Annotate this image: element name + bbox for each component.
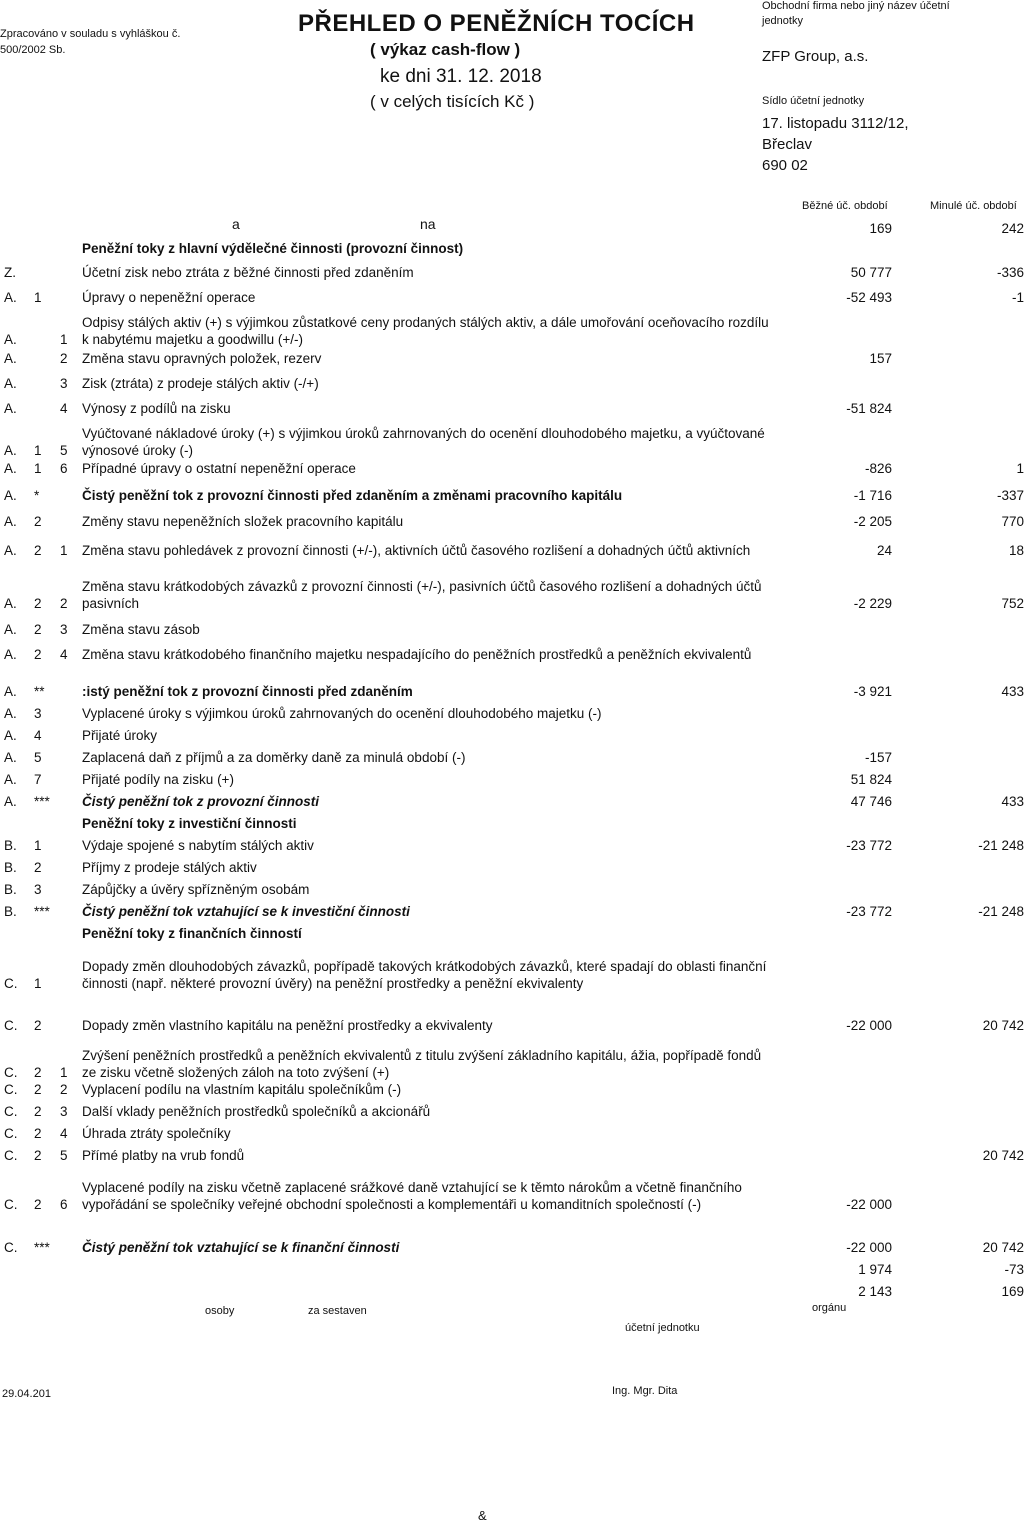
row-subline-code: 3 — [60, 376, 68, 391]
row-description: Úpravy o nepeněžní operace — [82, 290, 256, 305]
row-current-value: -22 000 — [846, 1018, 892, 1033]
row-line-code: 2 — [34, 622, 42, 637]
row-line-code: 2 — [34, 514, 42, 529]
row-section-code: C. — [4, 1018, 18, 1033]
row-section-code: A. — [4, 684, 17, 699]
row-description: Zvýšení peněžních prostředků a peněžních ekvivalentů z titulu zvýšení základního kapitálu, ážia, popřípadě fondů ze zisku včetně složených záloh na toto zvýšení (+) — [82, 1048, 762, 1080]
row-description: Zápůjčky a úvěry spřízněným osobám — [82, 882, 310, 897]
address-line-2: Břeclav — [762, 136, 813, 153]
legal-note-line-2: 500/2002 Sb. — [0, 44, 66, 56]
row-description: :istý peněžní tok z provozní činnosti před zdaněním — [82, 684, 413, 699]
row-current-value: 1 974 — [858, 1262, 892, 1277]
row-line-code: ** — [34, 684, 45, 699]
column-header-previous: Minulé úč. období — [930, 200, 1017, 212]
row-previous-value: 433 — [1001, 684, 1024, 699]
row-previous-value: 1 — [1016, 461, 1024, 476]
row-line-code: *** — [34, 904, 50, 919]
row-description: Čistý peněžní tok vztahující se k investiční činnosti — [82, 904, 410, 919]
row-line-code: 2 — [34, 596, 42, 611]
row-line-code: 4 — [34, 728, 42, 743]
row-line-code: 2 — [34, 1104, 42, 1119]
row-description: Vyplacené podíly na zisku včetně zaplacené srážkové daně vztahující se k těmto nárokům a včetně finančního vypořádání se společníky veřejné obchodní společnosti a komplementáři u komanditních společností (-) — [82, 1180, 742, 1212]
row-current-value: -52 493 — [846, 290, 892, 305]
row-section-code: A. — [4, 290, 17, 305]
row-section-code: A. — [4, 728, 17, 743]
row-current-value: -2 229 — [853, 596, 892, 611]
row-section-code: B. — [4, 882, 17, 897]
footer-date: 29.04.201 — [2, 1388, 51, 1400]
row-description: Změna stavu opravných položek, rezerv — [82, 351, 322, 366]
row-line-code: 3 — [34, 706, 42, 721]
row-line-code: 1 — [34, 838, 42, 853]
row-section-code: A. — [4, 514, 17, 529]
legal-note-line-1: Zpracováno v souladu s vyhláškou č. — [0, 28, 181, 40]
row-description: Změna stavu zásob — [82, 622, 200, 637]
row-description: Peněžní toky z investiční činnosti — [82, 816, 297, 831]
row-previous-value: 20 742 — [982, 1018, 1024, 1033]
row-description: Peněžní toky z finančních činností — [82, 926, 302, 941]
row-description: Účetní zisk nebo ztráta z běžné činnosti před zdaněním — [82, 265, 414, 280]
row-line-code: 2 — [34, 860, 42, 875]
row-description: Zaplacená daň z příjmů a za doměrky daně za minulá období (-) — [82, 750, 466, 765]
row-section-code: A. — [4, 794, 17, 809]
row-section-code: A. — [4, 376, 17, 391]
row-line-code: *** — [34, 794, 50, 809]
company-label-2: jednotky — [762, 15, 803, 27]
row-current-value: 24 — [876, 543, 892, 558]
row-description: Změna stavu pohledávek z provozní činnosti (+/-), aktivních účtů časového rozlišení a dohadných účtů aktivních — [82, 543, 751, 558]
row-current-value: 47 746 — [850, 794, 892, 809]
footer-organu: orgánu — [812, 1302, 847, 1314]
row-previous-value: 242 — [1001, 221, 1024, 236]
row-section-code: C. — [4, 1126, 18, 1141]
row-section-code: A. — [4, 488, 17, 503]
row-current-value: 2 143 — [858, 1284, 892, 1299]
row-section-code: B. — [4, 860, 17, 875]
row-previous-value: 433 — [1001, 794, 1024, 809]
row-current-value: -23 772 — [846, 838, 892, 853]
address-line-3: 690 02 — [762, 157, 808, 174]
row-subline-code: 5 — [60, 1148, 68, 1163]
row-subline-code: 4 — [60, 647, 68, 662]
row-section-code: A. — [4, 622, 17, 637]
row-subline-code: 1 — [60, 1065, 68, 1080]
row-section-code: A. — [4, 351, 17, 366]
row-line-code: 3 — [34, 882, 42, 897]
row-section-code: A. — [4, 543, 17, 558]
report-subtitle: ( výkaz cash-flow ) — [370, 40, 521, 59]
row-line-code: 1 — [34, 443, 42, 458]
row-line-code: 1 — [34, 290, 42, 305]
row-current-value: 157 — [869, 351, 892, 366]
row-subline-code: 2 — [60, 1082, 68, 1097]
row-previous-value: 752 — [1001, 596, 1024, 611]
row-section-code: B. — [4, 904, 17, 919]
column-label-na: na — [420, 216, 436, 232]
row-description: Dopady změn dlouhodobých závazků, popřípadě takových krátkodobých závazků, které spadají do oblasti finanční činnosti (např. některé provozní úvěry) na peněžní prostředky a peněžní ekvivalenty — [82, 959, 767, 991]
row-line-code: 2 — [34, 1148, 42, 1163]
row-line-code: 2 — [34, 1126, 42, 1141]
row-section-code: C. — [4, 976, 18, 991]
address-line-1: 17. listopadu 3112/12, — [762, 115, 909, 132]
row-section-code: A. — [4, 647, 17, 662]
row-previous-value: -336 — [996, 265, 1024, 280]
row-subline-code: 2 — [60, 351, 68, 366]
row-line-code: 1 — [34, 976, 42, 991]
row-section-code: C. — [4, 1197, 18, 1212]
row-description: Vyplacení podílu na vlastním kapitálu společníkům (-) — [82, 1082, 402, 1097]
row-line-code: 7 — [34, 772, 42, 787]
row-previous-value: -73 — [1004, 1262, 1024, 1277]
row-section-code: A. — [4, 706, 17, 721]
row-subline-code: 3 — [60, 622, 68, 637]
row-previous-value: 770 — [1001, 514, 1024, 529]
footer-signer: Ing. Mgr. Dita — [612, 1385, 678, 1397]
row-current-value: 51 824 — [850, 772, 892, 787]
column-label-a: a — [232, 216, 240, 232]
row-description: Výdaje spojené s nabytím stálých aktiv — [82, 838, 314, 853]
seat-label: Sídlo účetní jednotky — [762, 95, 865, 107]
row-description: Čistý peněžní tok z provozní činnosti před zdaněním a změnami pracovního kapitálu — [82, 488, 623, 503]
row-subline-code: 3 — [60, 1104, 68, 1119]
report-date: ke dni 31. 12. 2018 — [380, 66, 542, 87]
report-units: ( v celých tisících Kč ) — [370, 92, 535, 111]
row-section-code: A. — [4, 461, 17, 476]
row-description: Zisk (ztráta) z prodeje stálých aktiv (-/+) — [82, 376, 319, 391]
row-current-value: -22 000 — [846, 1240, 892, 1255]
row-section-code: Z. — [4, 265, 16, 280]
row-section-code: A. — [4, 596, 17, 611]
row-description: Změny stavu nepeněžních složek pracovního kapitálu — [82, 514, 404, 529]
footer-ampersand: & — [478, 1508, 487, 1523]
row-subline-code: 4 — [60, 401, 68, 416]
company-label-1: Obchodní firma nebo jiný název účetní — [762, 0, 950, 12]
row-description: Přijaté podíly na zisku (+) — [82, 772, 234, 787]
row-subline-code: 6 — [60, 1197, 68, 1212]
row-section-code: C. — [4, 1240, 18, 1255]
row-section-code: C. — [4, 1082, 18, 1097]
row-line-code: 2 — [34, 1065, 42, 1080]
row-previous-value: -337 — [996, 488, 1024, 503]
row-previous-value: 20 742 — [982, 1240, 1024, 1255]
row-current-value: -22 000 — [846, 1197, 892, 1212]
row-section-code: A. — [4, 401, 17, 416]
row-subline-code: 1 — [60, 332, 68, 347]
footer-za-sestaven: za sestaven — [308, 1305, 367, 1317]
row-description: Přijaté úroky — [82, 728, 158, 743]
row-description: Příjmy z prodeje stálých aktiv — [82, 860, 257, 875]
row-line-code: 2 — [34, 647, 42, 662]
row-current-value: -2 205 — [853, 514, 892, 529]
row-description: Dopady změn vlastního kapitálu na peněžní prostředky a ekvivalenty — [82, 1018, 493, 1033]
row-subline-code: 4 — [60, 1126, 68, 1141]
row-previous-value: -1 — [1011, 290, 1024, 305]
row-subline-code: 5 — [60, 443, 68, 458]
row-current-value: -157 — [864, 750, 892, 765]
row-previous-value: 20 742 — [982, 1148, 1024, 1163]
row-description: Přímé platby na vrub fondů — [82, 1148, 245, 1163]
row-current-value: -51 824 — [846, 401, 892, 416]
row-line-code: 5 — [34, 750, 42, 765]
row-description: Čistý peněžní tok z provozní činnosti — [82, 794, 320, 809]
row-description: Další vklady peněžních prostředků společníků a akcionářů — [82, 1104, 431, 1119]
row-description: Změna stavu krátkodobých závazků z provozní činnosti (+/-), pasivních účtů časového rozlišení a dohadných účtů pasivních — [82, 579, 762, 611]
row-section-code: A. — [4, 443, 17, 458]
row-previous-value: -21 248 — [978, 838, 1024, 853]
row-previous-value: -21 248 — [978, 904, 1024, 919]
row-description: Případné úpravy o ostatní nepeněžní operace — [82, 461, 356, 476]
row-subline-code: 6 — [60, 461, 68, 476]
row-section-code: A. — [4, 750, 17, 765]
row-current-value: -826 — [864, 461, 892, 476]
footer-ucetni-jednotku: účetní jednotku — [625, 1322, 700, 1334]
row-line-code: 2 — [34, 1197, 42, 1212]
row-current-value: -3 921 — [853, 684, 892, 699]
row-current-value: -1 716 — [853, 488, 892, 503]
row-line-code: 2 — [34, 1018, 42, 1033]
row-current-value: -23 772 — [846, 904, 892, 919]
row-section-code: A. — [4, 772, 17, 787]
row-section-code: C. — [4, 1148, 18, 1163]
row-description: Odpisy stálých aktiv (+) s výjimkou zůstatkové ceny prodaných stálých aktiv, a dále umořování oceňovacího rozdílu k nabytému majetku a goodwillu (+/-) — [82, 315, 769, 347]
row-description: Úhrada ztráty společníky — [82, 1126, 231, 1141]
row-current-value: 50 777 — [850, 265, 892, 280]
row-description: Výnosy z podílů na zisku — [82, 401, 231, 416]
row-description: Změna stavu krátkodobého finančního majetku nespadajícího do peněžních prostředků a peněžních ekvivalentů — [82, 647, 752, 662]
row-description: Čistý peněžní tok vztahující se k finanční činnosti — [82, 1240, 400, 1255]
column-header-current: Běžné úč. období — [802, 200, 888, 212]
company-name: ZFP Group, a.s. — [762, 48, 869, 65]
row-current-value: 169 — [869, 221, 892, 236]
row-line-code: 2 — [34, 1082, 42, 1097]
row-section-code: B. — [4, 838, 17, 853]
row-line-code: *** — [34, 1240, 50, 1255]
row-section-code: C. — [4, 1065, 18, 1080]
footer-osoby: osoby — [205, 1305, 235, 1317]
report-title: PŘEHLED O PENĚŽNÍCH TOCÍCH — [298, 10, 695, 37]
row-subline-code: 1 — [60, 543, 68, 558]
row-subline-code: 2 — [60, 596, 68, 611]
row-line-code: 2 — [34, 543, 42, 558]
row-description: Vyúčtované nákladové úroky (+) s výjimkou úroků zahrnovaných do ocenění dlouhodobého majetku, a vyúčtované výnosové úroky (-) — [82, 426, 765, 458]
row-section-code: C. — [4, 1104, 18, 1119]
row-line-code: 1 — [34, 461, 42, 476]
row-previous-value: 169 — [1001, 1284, 1024, 1299]
row-description: Vyplacené úroky s výjimkou úroků zahrnovaných do ocenění dlouhodobého majetku (-) — [82, 706, 602, 721]
row-previous-value: 18 — [1008, 543, 1024, 558]
row-line-code: * — [34, 488, 40, 503]
row-section-code: A. — [4, 332, 17, 347]
row-description: Peněžní toky z hlavní výdělečné činnosti (provozní činnost) — [82, 241, 464, 256]
